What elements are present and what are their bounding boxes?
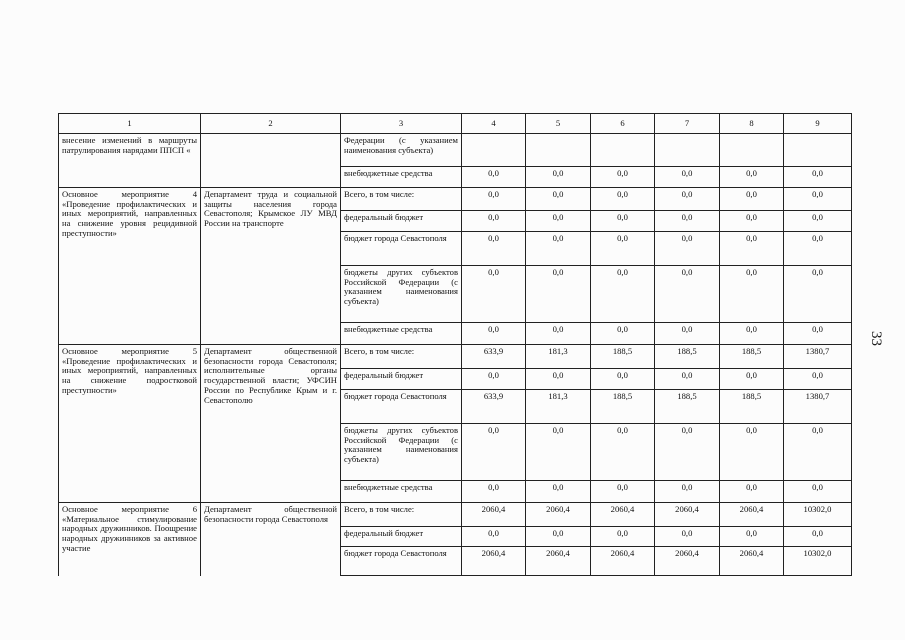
header-row <box>59 114 852 134</box>
value-cell-col-9: 0,0 <box>784 527 852 547</box>
executor-cell: Департамент общественной безопасности города Севастополя <box>201 503 341 576</box>
funding-source-cell: бюджет города Севастополя <box>341 547 462 576</box>
value-cell-col-5 <box>526 134 591 167</box>
funding-source-cell: Всего, в том числе: <box>341 188 462 211</box>
header-col-7: 7 <box>655 114 720 134</box>
value-cell-col-5: 181,3 <box>526 345 591 369</box>
header-col-1: 1 <box>59 114 201 134</box>
table-row <box>59 345 852 369</box>
value-cell-col-4: 0,0 <box>462 369 526 390</box>
executor-cell: Департамент общественной безопасности города Севастополя; исполнительные органы государственной власти; УФСИН России по Республике Крым и г. Севастополю <box>201 345 341 503</box>
value-cell-col-8: 0,0 <box>720 369 784 390</box>
value-cell-col-7: 0,0 <box>655 167 720 188</box>
value-cell-col-8: 0,0 <box>720 527 784 547</box>
value-cell-col-7: 188,5 <box>655 345 720 369</box>
value-cell-col-9: 0,0 <box>784 369 852 390</box>
value-cell-col-6: 0,0 <box>591 424 655 481</box>
funding-source-cell: федеральный бюджет <box>341 211 462 232</box>
value-cell-col-4: 0,0 <box>462 481 526 503</box>
value-cell-col-4: 0,0 <box>462 323 526 345</box>
header-col-8: 8 <box>720 114 784 134</box>
value-cell-col-5: 181,3 <box>526 390 591 424</box>
value-cell-col-4: 0,0 <box>462 424 526 481</box>
value-cell-col-4: 0,0 <box>462 527 526 547</box>
funding-source-cell: внебюджетные средства <box>341 323 462 345</box>
funding-source-cell: бюджеты других субъектов Российской Федерации (с указанием наименования субъекта) <box>341 266 462 323</box>
measure-cell: Основное мероприятие 4 «Проведение профилактических и иных мероприятий, направленных на снижение уровня рецидивной преступности» <box>59 188 201 345</box>
value-cell-col-8: 2060,4 <box>720 503 784 527</box>
value-cell-col-6: 188,5 <box>591 345 655 369</box>
value-cell-col-7: 0,0 <box>655 481 720 503</box>
value-cell-col-6: 0,0 <box>591 369 655 390</box>
value-cell-col-7: 0,0 <box>655 527 720 547</box>
value-cell-col-5: 2060,4 <box>526 503 591 527</box>
value-cell-col-5: 0,0 <box>526 232 591 266</box>
value-cell-col-9: 0,0 <box>784 424 852 481</box>
executor-cell <box>201 134 341 188</box>
value-cell-col-6: 0,0 <box>591 211 655 232</box>
value-cell-col-4 <box>462 134 526 167</box>
value-cell-col-6: 0,0 <box>591 188 655 211</box>
value-cell-col-7: 0,0 <box>655 424 720 481</box>
funding-source-cell: бюджет города Севастополя <box>341 232 462 266</box>
budget-table <box>58 113 852 576</box>
value-cell-col-4: 2060,4 <box>462 503 526 527</box>
value-cell-col-9: 0,0 <box>784 211 852 232</box>
value-cell-col-6: 0,0 <box>591 266 655 323</box>
value-cell-col-6: 2060,4 <box>591 547 655 576</box>
value-cell-col-4: 0,0 <box>462 232 526 266</box>
value-cell-col-7: 0,0 <box>655 211 720 232</box>
value-cell-col-9 <box>784 134 852 167</box>
value-cell-col-6: 0,0 <box>591 527 655 547</box>
header-col-5: 5 <box>526 114 591 134</box>
value-cell-col-7: 0,0 <box>655 323 720 345</box>
value-cell-col-7: 0,0 <box>655 266 720 323</box>
value-cell-col-9: 0,0 <box>784 266 852 323</box>
value-cell-col-4: 0,0 <box>462 167 526 188</box>
value-cell-col-9: 1380,7 <box>784 345 852 369</box>
value-cell-col-9: 0,0 <box>784 232 852 266</box>
funding-source-cell: федеральный бюджет <box>341 527 462 547</box>
value-cell-col-4: 2060,4 <box>462 547 526 576</box>
value-cell-col-7: 2060,4 <box>655 547 720 576</box>
value-cell-col-8: 2060,4 <box>720 547 784 576</box>
value-cell-col-8 <box>720 134 784 167</box>
value-cell-col-6: 0,0 <box>591 481 655 503</box>
value-cell-col-4: 633,9 <box>462 390 526 424</box>
value-cell-col-7: 0,0 <box>655 369 720 390</box>
value-cell-col-4: 0,0 <box>462 266 526 323</box>
value-cell-col-7: 2060,4 <box>655 503 720 527</box>
value-cell-col-8: 188,5 <box>720 345 784 369</box>
value-cell-col-9: 1380,7 <box>784 390 852 424</box>
value-cell-col-9: 0,0 <box>784 167 852 188</box>
value-cell-col-8: 0,0 <box>720 211 784 232</box>
page-number: 33 <box>868 331 884 346</box>
value-cell-col-4: 633,9 <box>462 345 526 369</box>
header-col-2: 2 <box>201 114 341 134</box>
value-cell-col-5: 0,0 <box>526 167 591 188</box>
value-cell-col-5: 0,0 <box>526 424 591 481</box>
value-cell-col-7: 0,0 <box>655 188 720 211</box>
value-cell-col-8: 0,0 <box>720 323 784 345</box>
executor-cell: Департамент труда и социальной защиты населения города Севастополя; Крымское ЛУ МВД России на транспорте <box>201 188 341 345</box>
value-cell-col-9: 0,0 <box>784 323 852 345</box>
funding-source-cell: внебюджетные средства <box>341 167 462 188</box>
value-cell-col-9: 10302,0 <box>784 547 852 576</box>
value-cell-col-8: 0,0 <box>720 424 784 481</box>
funding-source-cell: бюджет города Севастополя <box>341 390 462 424</box>
table-body <box>59 134 852 576</box>
value-cell-col-9: 0,0 <box>784 188 852 211</box>
funding-source-cell: внебюджетные средства <box>341 481 462 503</box>
value-cell-col-8: 0,0 <box>720 167 784 188</box>
value-cell-col-6 <box>591 134 655 167</box>
funding-source-cell: Всего, в том числе: <box>341 345 462 369</box>
funding-source-cell: Федерации (с указанием наименования субъекта) <box>341 134 462 167</box>
value-cell-col-5: 0,0 <box>526 323 591 345</box>
value-cell-col-5: 0,0 <box>526 266 591 323</box>
funding-source-cell: Всего, в том числе: <box>341 503 462 527</box>
table-row <box>59 503 852 527</box>
measure-cell: Основное мероприятие 5 «Проведение профилактических и иных мероприятий, направленных на снижение подростковой преступности» <box>59 345 201 503</box>
value-cell-col-8: 0,0 <box>720 481 784 503</box>
value-cell-col-7: 0,0 <box>655 232 720 266</box>
value-cell-col-7: 188,5 <box>655 390 720 424</box>
measure-cell: внесение изменений в маршруты патрулирования нарядами ППСП « <box>59 134 201 188</box>
value-cell-col-5: 0,0 <box>526 369 591 390</box>
value-cell-col-7 <box>655 134 720 167</box>
value-cell-col-8: 188,5 <box>720 390 784 424</box>
value-cell-col-5: 0,0 <box>526 211 591 232</box>
value-cell-col-6: 188,5 <box>591 390 655 424</box>
value-cell-col-9: 10302,0 <box>784 503 852 527</box>
header-col-9: 9 <box>784 114 852 134</box>
value-cell-col-6: 0,0 <box>591 323 655 345</box>
value-cell-col-8: 0,0 <box>720 188 784 211</box>
funding-source-cell: федеральный бюджет <box>341 369 462 390</box>
funding-source-cell: бюджеты других субъектов Российской Федерации (с указанием наименования субъекта) <box>341 424 462 481</box>
value-cell-col-6: 0,0 <box>591 232 655 266</box>
value-cell-col-4: 0,0 <box>462 211 526 232</box>
value-cell-col-8: 0,0 <box>720 266 784 323</box>
value-cell-col-8: 0,0 <box>720 232 784 266</box>
header-col-4: 4 <box>462 114 526 134</box>
value-cell-col-5: 0,0 <box>526 481 591 503</box>
table-row <box>59 188 852 211</box>
value-cell-col-9: 0,0 <box>784 481 852 503</box>
header-col-3: 3 <box>341 114 462 134</box>
value-cell-col-5: 0,0 <box>526 188 591 211</box>
value-cell-col-6: 2060,4 <box>591 503 655 527</box>
measure-cell: Основное мероприятие 6 «Материальное стимулирование народных дружинников. Поощрение народных дружинников за активное участие <box>59 503 201 576</box>
header-col-6: 6 <box>591 114 655 134</box>
value-cell-col-6: 0,0 <box>591 167 655 188</box>
value-cell-col-5: 0,0 <box>526 527 591 547</box>
value-cell-col-5: 2060,4 <box>526 547 591 576</box>
table-row <box>59 134 852 167</box>
value-cell-col-4: 0,0 <box>462 188 526 211</box>
